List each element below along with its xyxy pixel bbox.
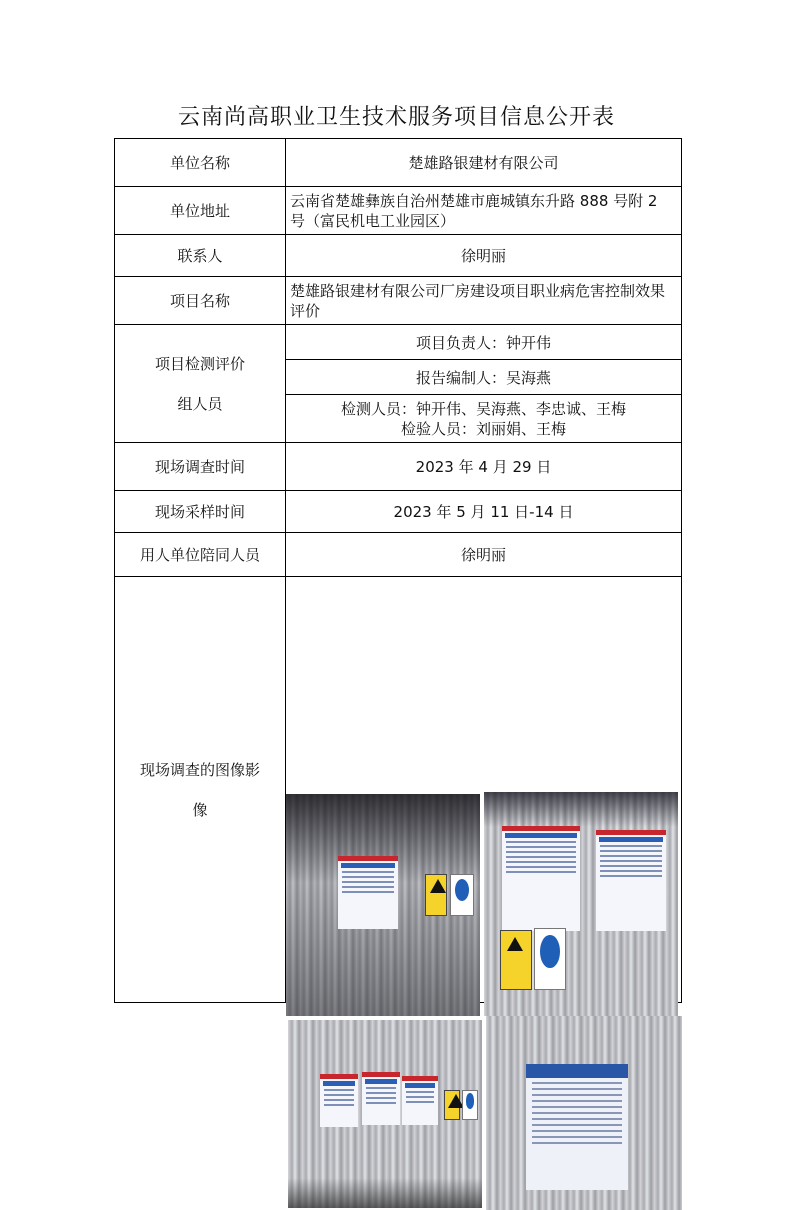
notice-poster: [502, 826, 580, 931]
team-label-line2: 组人员: [177, 394, 223, 413]
images-label: [115, 577, 286, 1003]
sampling-time-label: 现场采样时间: [115, 491, 286, 533]
row-contact: [115, 235, 682, 277]
warning-sign: [500, 930, 532, 990]
instruction-sign: [534, 928, 566, 990]
contact-value: 徐明丽: [286, 235, 682, 277]
team-label: [115, 325, 286, 443]
notice-poster: [320, 1074, 358, 1127]
escort-label: 用人单位陪同人员: [115, 533, 286, 577]
team-testers-cell: [286, 395, 682, 443]
team-label-line1: 项目检测评价: [154, 354, 245, 373]
row-team-leader: [115, 325, 682, 360]
info-table: [114, 138, 682, 1003]
notice-poster: [362, 1072, 400, 1125]
row-unit-address: [115, 187, 682, 235]
images-label-line1: 现场调查的图像影: [139, 760, 260, 779]
contact-label: 联系人: [115, 235, 286, 277]
team-testers: 检测人员：钟开伟、吴海燕、李忠诚、王梅: [340, 399, 626, 418]
escort-value: 徐明丽: [286, 533, 682, 577]
unit-name-label: 单位名称: [115, 139, 286, 187]
survey-time-value: 2023 年 4 月 29 日: [286, 443, 682, 491]
survey-time-label: 现场调查时间: [115, 443, 286, 491]
site-photo-1: [286, 794, 480, 1016]
notice-poster: [596, 830, 666, 931]
images-cell: [286, 577, 682, 1003]
team-inspectors: 检验人员：刘丽娟、王梅: [400, 419, 566, 438]
unit-name-value: 楚雄路银建材有限公司: [286, 139, 682, 187]
row-survey-time: [115, 443, 682, 491]
images-label-line2: 像: [192, 800, 208, 819]
notice-poster: [402, 1076, 438, 1125]
row-sampling-time: [115, 491, 682, 533]
page-title: 云南尚高职业卫生技术服务项目信息公开表: [177, 105, 615, 130]
row-unit-name: [115, 139, 682, 187]
warning-sign: [425, 874, 447, 916]
notice-poster: [338, 856, 398, 929]
row-project-name: [115, 277, 682, 325]
unit-address-label: 单位地址: [115, 187, 286, 235]
instruction-sign: [450, 874, 474, 916]
site-photo-2: [484, 792, 678, 1016]
unit-address-value: 云南省楚雄彝族自治州楚雄市鹿城镇东升路 888 号附 2 号（富民机电工业园区）: [286, 187, 682, 235]
project-name-value: 楚雄路银建材有限公司厂房建设项目职业病危害控制效果评价: [286, 277, 682, 325]
row-escort: [115, 533, 682, 577]
team-author: 报告编制人：吴海燕: [286, 360, 682, 395]
instruction-sign: [462, 1090, 478, 1120]
team-leader: 项目负责人：钟开伟: [286, 325, 682, 360]
site-photo-4: [486, 1016, 682, 1210]
health-bulletin-board: [526, 1064, 628, 1190]
warning-sign: [444, 1090, 460, 1120]
sampling-time-value: 2023 年 5 月 11 日-14 日: [286, 491, 682, 533]
row-images: [115, 577, 682, 1003]
site-photo-3: [288, 1020, 482, 1208]
project-name-label: 项目名称: [115, 277, 286, 325]
